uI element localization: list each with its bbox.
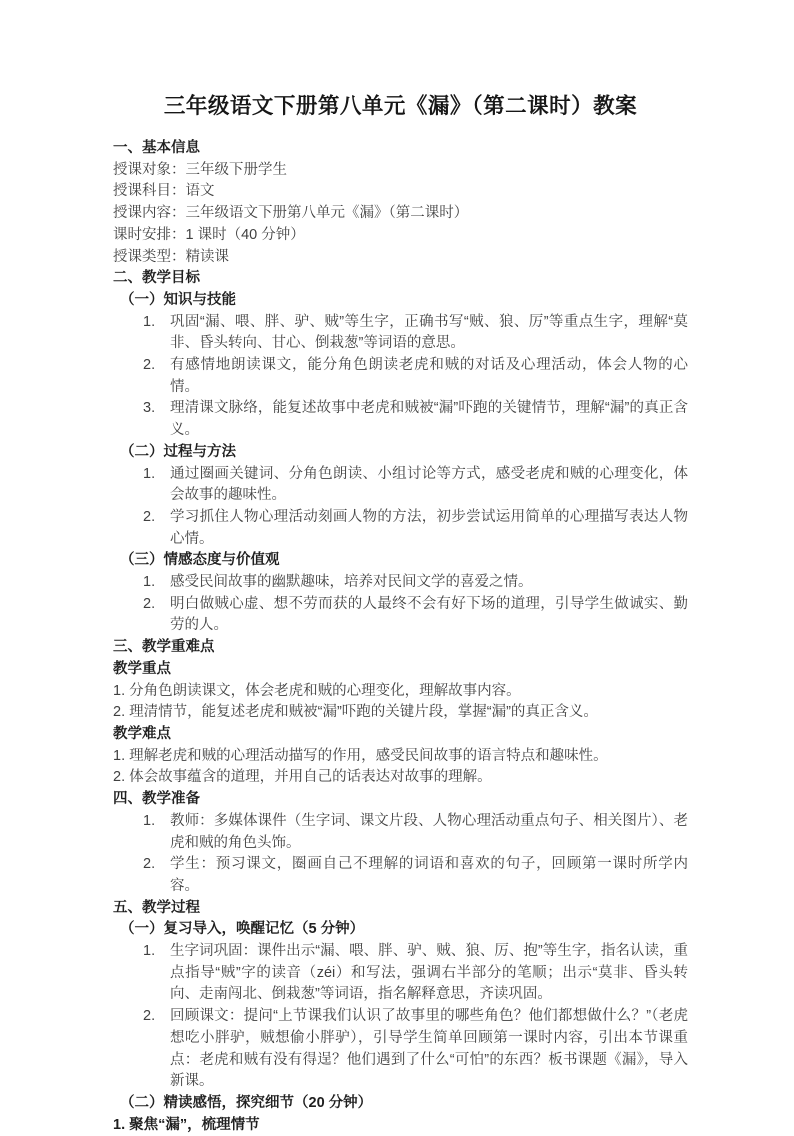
- step2-heading: （二）精读感悟，探究细节（20 分钟）: [120, 1094, 373, 1111]
- focus-heading: 教学重点: [113, 660, 171, 677]
- list-item-text: 明白做贼心虚、想不劳而获的人最终不会有好下场的道理，引导学生做诚实、勤劳的人。: [170, 595, 688, 634]
- list-item-text: 通过圈画关键词、分角色朗读、小组讨论等方式，感受老虎和贼的心理变化，体会故事的趣味性。: [170, 465, 688, 504]
- list-item-number: 1.: [143, 313, 156, 330]
- list-item: [113, 507, 688, 550]
- list-item-number: 2.: [143, 357, 156, 374]
- list-item: [113, 355, 688, 398]
- section-heading-basic-info: 一、基本信息: [113, 140, 200, 156]
- info-line-schedule: 课时安排：1 课时（40 分钟）: [113, 226, 305, 243]
- section-heading-objectives: 二、教学目标: [113, 270, 200, 287]
- list-item-number: 3.: [143, 400, 156, 417]
- doc-title: 三年级语文下册第八单元《漏》（第二课时）教案: [163, 94, 638, 118]
- list-item: [113, 312, 688, 355]
- info-line-content: 授课内容：三年级语文下册第八单元《漏》（第二课时）: [113, 205, 469, 222]
- list-item: [113, 854, 688, 897]
- list-item-text: 有感情地朗读课文，能分角色朗读老虎和贼的对话及心理活动，体会人物的心情。: [170, 357, 688, 395]
- list-item: [113, 594, 688, 637]
- subsection-heading-values: （三）情感态度与价值观: [120, 552, 280, 569]
- list-item-number: 1.: [143, 943, 156, 960]
- section-heading-process: 五、教学过程: [113, 899, 200, 916]
- info-line-type: 授课类型：精读课: [113, 248, 229, 265]
- list-item: [113, 398, 688, 441]
- list-item-text: 感受民间故事的幽默趣味，培养对民间文学的喜爱之情。: [170, 574, 533, 591]
- list-item-number: 2.: [143, 508, 156, 525]
- list-item-text: 理清课文脉络，能复述故事中老虎和贼被“漏”吓跑的关键情节，理解“漏”的真正含义。: [170, 400, 688, 439]
- info-line-audience: 授课对象：三年级下册学生: [113, 161, 287, 178]
- list-item-number: 1.: [143, 574, 156, 591]
- activity-heading: 1. 聚焦“漏”，梳理情节: [113, 1116, 260, 1133]
- list-item-number: 1.: [143, 812, 156, 829]
- section-heading-preparation: 四、教学准备: [113, 791, 200, 808]
- list-item: 2. 理清情节，能复述老虎和贼被“漏”吓跑的关键片段，掌握“漏”的真正含义。: [113, 704, 598, 721]
- list-item-text: 巩固“漏、喂、胖、驴、贼”等生字，正确书写“贼、狼、厉”等重点生字，理解“莫非、昏头转向、甘心、倒栽葱”等词语的意思。: [170, 313, 688, 352]
- list-item-number: 2.: [143, 856, 156, 873]
- list-item: 2. 体会故事蕴含的道理，并用自己的话表达对故事的理解。: [113, 769, 492, 786]
- list-item: [113, 941, 688, 1006]
- list-item: 1. 理解老虎和贼的心理活动描写的作用，感受民间故事的语言特点和趣味性。: [113, 747, 608, 764]
- list-item: [113, 811, 688, 854]
- list-item: [113, 572, 688, 594]
- difficulty-heading: 教学难点: [113, 725, 171, 742]
- list-item-number: 2.: [143, 1008, 156, 1025]
- list-item-text: 学生：预习课文，圈画自己不理解的词语和喜欢的句子，回顾第一课时所学内容。: [170, 856, 688, 894]
- list-item-text: 学习抓住人物心理活动刻画人物的方法，初步尝试运用简单的心理描写表达人物心情。: [170, 508, 688, 547]
- list-item-number: 1.: [143, 465, 156, 482]
- info-line-subject: 授课科目：语文: [113, 183, 215, 200]
- list-item-text: 教师：多媒体课件（生字词、课文片段、人物心理活动重点句子、相关图片）、老虎和贼的角色头饰。: [170, 812, 688, 851]
- list-item-number: 2.: [143, 595, 156, 612]
- subsection-heading-process-method: （二）过程与方法: [120, 443, 236, 460]
- list-item: [113, 464, 688, 507]
- list-item-text: 回顾课文：提问“上节课我们认识了故事里的哪些角色？他们都想做什么？”（老虎想吃小胖驴，贼想偷小胖驴），引导学生简单回顾第一课时内容，引出本节课重点：老虎和贼有没有得逞？他们遇到了什么“可怕”的东西？板书课题《漏》，导入新课。: [170, 1008, 688, 1090]
- list-item: [113, 1006, 688, 1093]
- step1-heading: （一）复习导入，唤醒记忆（5 分钟）: [120, 921, 365, 938]
- subsection-heading-knowledge: （一）知识与技能: [120, 291, 236, 308]
- list-item: 1. 分角色朗读课文，体会老虎和贼的心理变化，理解故事内容。: [113, 682, 521, 699]
- list-item-text: 生字词巩固：课件出示“漏、喂、胖、驴、贼、狼、厉、抱”等生字，指名认读，重点指导“贼”字的读音（zéi）和写法，强调右半部分的笔顺；出示“莫非、昏头转向、走南闯北、倒栽葱”等词语，指名解释意思，齐读巩固。: [170, 943, 688, 1003]
- section-heading-key-points: 三、教学重难点: [113, 639, 215, 656]
